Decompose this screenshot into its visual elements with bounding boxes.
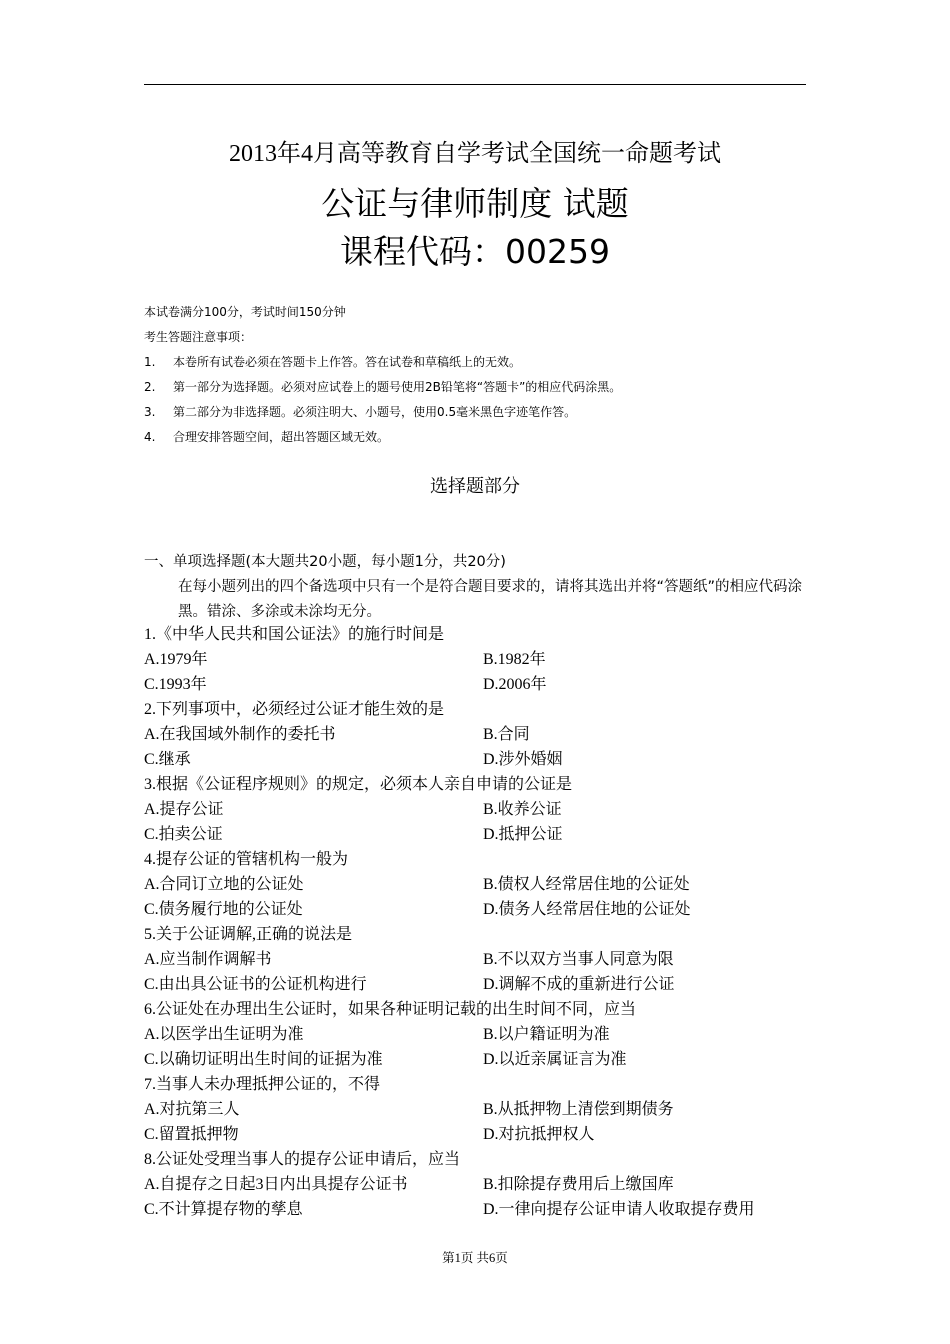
note-text: 本卷所有试卷必须在答题卡上作答。答在试卷和草稿纸上的无效。 (173, 355, 522, 369)
option-a: A.对抗第三人 (144, 1101, 240, 1118)
question (144, 1072, 824, 1147)
option-d: D.涉外婚姻 (483, 751, 563, 768)
question-stem: 8.公证处受理当事人的提存公证申请后，应当 (144, 1151, 461, 1168)
option-row (144, 972, 824, 997)
option-a: A.在我国域外制作的委托书 (144, 726, 336, 743)
option-c: C.拍卖公证 (144, 826, 223, 843)
option-row (144, 1197, 824, 1222)
option-row (144, 672, 824, 697)
question-stem: 5.关于公证调解,正确的说法是 (144, 926, 353, 943)
question (144, 847, 824, 922)
page-footer: 第1页 共6页 (442, 1251, 508, 1265)
option-c: C.不计算提存物的孳息 (144, 1201, 303, 1218)
question-stem: 6.公证处在办理出生公证时，如果各种证明记载的出生时间不同，应当 (144, 1001, 637, 1018)
option-a: A.提存公证 (144, 801, 224, 818)
option-c: C.继承 (144, 751, 191, 768)
note-item (144, 425, 824, 450)
subject-title: 公证与律师制度 试题 (321, 184, 629, 223)
question-stem: 3.根据《公证程序规则》的规定，必须本人亲自申请的公证是 (144, 776, 573, 793)
option-d: D.抵押公证 (483, 826, 563, 843)
option-row (144, 722, 824, 747)
question (144, 997, 824, 1072)
note-number: 3. (144, 405, 156, 419)
option-b: B.合同 (483, 726, 530, 743)
question (144, 922, 824, 997)
option-row (144, 1097, 824, 1122)
option-d: D.一律向提存公证申请人收取提存费用 (483, 1201, 755, 1218)
option-row (144, 747, 824, 772)
option-a: A.应当制作调解书 (144, 951, 272, 968)
option-a: A.1979年 (144, 651, 208, 668)
option-row (144, 797, 824, 822)
option-row (144, 822, 824, 847)
part-one (144, 550, 824, 625)
question (144, 697, 824, 772)
note-number: 4. (144, 430, 156, 444)
question-stem: 2.下列事项中，必须经过公证才能生效的是 (144, 701, 445, 718)
option-row (144, 1172, 824, 1197)
option-a: A.以医学出生证明为准 (144, 1026, 304, 1043)
question (144, 622, 824, 697)
option-b: B.以户籍证明为准 (483, 1026, 610, 1043)
option-row (144, 947, 824, 972)
option-d: D.以近亲属证言为准 (483, 1051, 627, 1068)
option-c: C.债务履行地的公证处 (144, 901, 303, 918)
option-a: A.自提存之日起3日内出具提存公证书 (144, 1176, 408, 1193)
note-text: 第一部分为选择题。必须对应试卷上的题号使用2B铅笔将“答题卡”的相应代码涂黑。 (173, 380, 622, 394)
question-stem: 7.当事人未办理抵押公证的，不得 (144, 1076, 381, 1093)
option-d: D.调解不成的重新进行公证 (483, 976, 675, 993)
option-row (144, 647, 824, 672)
option-b: B.扣除提存费用后上缴国库 (483, 1176, 674, 1193)
note-number: 2. (144, 380, 156, 394)
question-stem: 4.提存公证的管辖机构一般为 (144, 851, 349, 868)
option-c: C.1993年 (144, 676, 207, 693)
note-item (144, 375, 824, 400)
option-b: B.1982年 (483, 651, 546, 668)
option-row (144, 872, 824, 897)
question (144, 772, 824, 847)
note-number: 1. (144, 355, 156, 369)
score-time-note: 本试卷满分100分，考试时间150分钟 (144, 305, 346, 319)
question-list (144, 622, 824, 1222)
option-b: B.收养公证 (483, 801, 562, 818)
option-b: B.从抵押物上清偿到期债务 (483, 1101, 674, 1118)
question (144, 1147, 824, 1222)
option-d: D.债务人经常居住地的公证处 (483, 901, 691, 918)
part-instruction: 在每小题列出的四个备选项中只有一个是符合题目要求的，请将其选出并将“答题纸”的相应代码涂黑。错涂、多涂或未涂均无分。 (178, 579, 803, 620)
option-c: C.由出具公证书的公证机构进行 (144, 976, 367, 993)
option-c: C.留置抵押物 (144, 1126, 239, 1143)
notes-heading: 考生答题注意事项： (144, 330, 253, 344)
option-a: A.合同订立地的公证处 (144, 876, 304, 893)
part-title: 一、单项选择题(本大题共20小题，每小题1分，共20分) (144, 554, 506, 570)
option-row (144, 1122, 824, 1147)
option-b: B.债权人经常居住地的公证处 (483, 876, 690, 893)
option-row (144, 1022, 824, 1047)
option-row (144, 897, 824, 922)
question-stem: 1.《中华人民共和国公证法》的施行时间是 (144, 626, 445, 643)
option-b: B.不以双方当事人同意为限 (483, 951, 674, 968)
exam-title: 2013年4月高等教育自学考试全国统一命题考试 (229, 141, 721, 167)
option-d: D.2006年 (483, 676, 547, 693)
option-row (144, 1047, 824, 1072)
section-title: 选择题部分 (430, 476, 520, 497)
option-c: C.以确切证明出生时间的证据为准 (144, 1051, 383, 1068)
course-code: 课程代码：00259 (340, 232, 610, 271)
note-item (144, 400, 824, 425)
note-text: 第二部分为非选择题。必须注明大、小题号，使用0.5毫米黑色字迹笔作答。 (173, 405, 577, 419)
note-item (144, 350, 824, 375)
option-d: D.对抗抵押权人 (483, 1126, 595, 1143)
note-text: 合理安排答题空间，超出答题区域无效。 (173, 430, 390, 444)
header-rule (144, 84, 806, 85)
exam-notes (144, 300, 824, 450)
